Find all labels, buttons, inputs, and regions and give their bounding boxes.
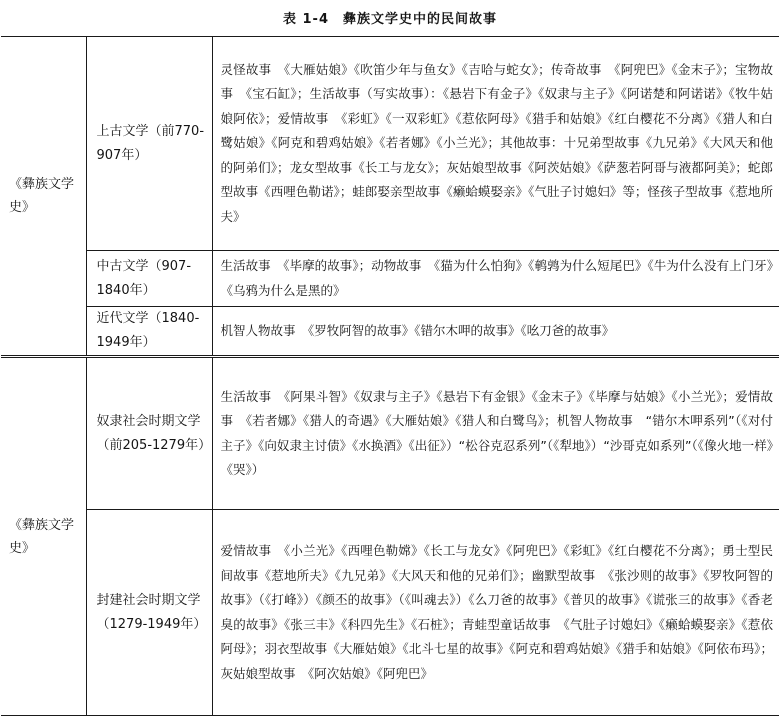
content-cell: 灵怪故事 《大雁姑娘》《吹笛少年与鱼女》《吉哈与蛇女》；传奇故事 《阿兜巴》《金末子》；宝物故事 《宝石缸》；生活故事（写实故事）：《悬岩下有金子》《奴隶与主子》《阿诺楚和阿诺诺》《牧牛姑娘阿依》；爱情故事 《彩虹》《一双彩虹》《惹依阿母》《猎手和姑娘》《红白樱花不分离》《猎人和白鹭姑娘》《阿克和碧鸡姑娘》《若者娜》《小兰光》；其他故事：十兄弟型故事《九兄弟》《大风天和他的阿弟们》；龙女型故事《长工与龙女》；灰姑娘型故事《阿茨姑娘》《萨葱若阿哥与液都阿美》；蛇郎型故事《西哩色勒诺》；蛙郎娶亲型故事《癞蛤蟆娶亲》《气肚子讨媳妇》等；怪孩子型故事《惹地所夫》: [212, 37, 779, 251]
table-row: [1, 307, 779, 356]
content-cell: 机智人物故事 《罗牧阿智的故事》《错尔木呷的故事》《吆刀爸的故事》: [212, 307, 779, 356]
table-row: [1, 251, 779, 307]
period-cell: 中古文学（907-1840年）: [86, 251, 212, 307]
period-cell: 封建社会时期文学（1279-1949年）: [86, 510, 212, 716]
period-cell: 上古文学（前770-907年）: [86, 37, 212, 251]
folk-tales-table-1: [1, 36, 779, 356]
period-cell: 奴隶社会时期文学（前205-1279年）: [86, 358, 212, 510]
period-cell: 近代文学（1840-1949年）: [86, 307, 212, 356]
content-cell: 生活故事 《阿果斗智》《奴隶与主子》《悬岩下有金银》《金末子》《毕摩与姑娘》《小兰光》；爱情故事 《若者娜》《猎人的奇遇》《大雁姑娘》《猎人和白鹭鸟》；机智人物故事 “错尔木呷系列”（《对付主子》《向奴隶主讨债》《水换酒》《出征》）“松谷克忍系列”（《犁地》）“沙哥克如系列”（《像火地一样》《哭》）: [212, 358, 779, 510]
book-title-cell: 《彝族文学史》: [1, 358, 86, 716]
folk-tales-table-2: [1, 357, 779, 716]
content-cell: 生活故事 《毕摩的故事》；动物故事 《猫为什么怕狗》《鹌鹑为什么短尾巴》《牛为什么没有上门牙》《乌鸦为什么是黑的》: [212, 251, 779, 307]
book-title-cell: 《彝族文学史》: [1, 37, 86, 356]
table-row: [1, 510, 779, 716]
table-row: [1, 37, 779, 251]
content-cell: 爱情故事 《小兰光》《西哩色勒嫦》《长工与龙女》《阿兜巴》《彩虹》《红白樱花不分离》；勇士型民间故事《惹地所夫》《九兄弟》《大风天和他的兄弟们》；幽默型故事 《张沙则的故事》《罗牧阿智的故事》（《打峰》）《颜丕的故事》（《叫魂去》）《么刀爸的故事》《普贝的故事》《谎张三的故事》《香老臭的故事》《张三丰》《科四先生》《石桩》；青蛙型童话故事 《气肚子讨媳妇》《癞蛤蟆娶亲》《惹依阿母》；羽衣型故事《大雁姑娘》《北斗七星的故事》《阿克和碧鸡姑娘》《猎手和姑娘》《阿依布玛》；灰姑娘型故事 《阿次姑娘》《阿兜巴》: [212, 510, 779, 716]
table-row: [1, 358, 779, 510]
table-title: 表 1-4 彝族文学史中的民间故事: [282, 12, 497, 27]
